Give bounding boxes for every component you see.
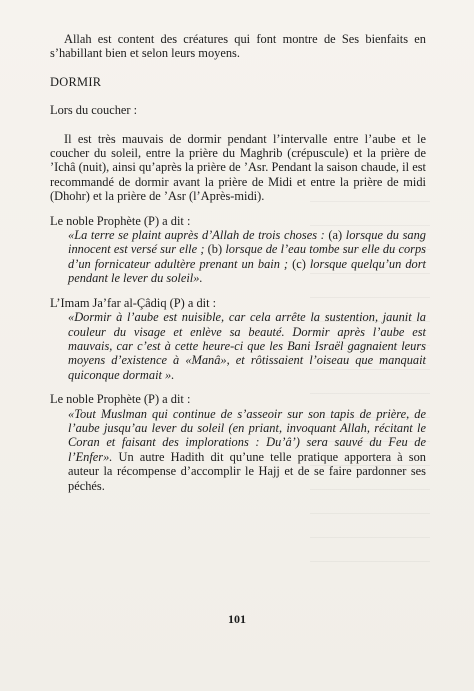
- quote-1-part-2: lorsque du sang innocent est versé sur elle ;: [68, 228, 426, 257]
- quote-3-text: [68, 407, 426, 493]
- quote-1-part-3: lorsque de l’eau tombe sur elle du corps d’un fornicateur adultère prenant un bain ;: [68, 242, 426, 271]
- quote-1-part-4: lorsque quelqu’un dort pendant le lever du soleil».: [68, 256, 426, 286]
- quote-1-mark-c: (c): [292, 256, 306, 271]
- intro-paragraph: Allah est content des créatures qui font montre de Ses bienfaits en s’habillant bien et selon leurs moyens.: [50, 32, 426, 61]
- section-title: DORMIR: [50, 74, 102, 89]
- quote-1-mark-a: (a): [328, 228, 343, 243]
- quote-2-speaker: L’Imam Ja’far al-Çâdiq (P) a dit :: [50, 295, 217, 310]
- quote-1-part-1: «La terre se plaint auprès d’Allah de trois choses :: [68, 228, 329, 243]
- quote-3-commentary: Un autre Hadith dit qu’une telle pratique apportera à son auteur la récompense d’accomplir le Hajj et de se faire pardonner ses péchés.: [68, 449, 426, 493]
- quote-3-speaker: Le noble Prophète (P) a dit :: [50, 392, 191, 407]
- quote-1-speaker: Le noble Prophète (P) a dit :: [50, 213, 191, 228]
- quote-1-mark-b: (b): [207, 242, 223, 257]
- quote-2-text: «Dormir à l’aube est nuisible, car cela arrête la sustention, jaunit la couleur du visage et enlève sa beauté. Dormir après l’aube est mauvais, car c’est à cette heure-ci que les Bani Israël gagnaient leurs moyens d’existence à «Manâ», et rôtissaient l’oiseau que manquait quiconque dormait ».: [68, 310, 426, 382]
- text-block: [50, 32, 426, 493]
- subsection-title: Lors du coucher :: [50, 103, 138, 118]
- page-number: 101: [228, 612, 246, 626]
- quote-3-quoted: «Tout Muslman qui continue de s’asseoir sur son tapis de prière, de l’aube jusqu’au lever du soleil (en priant, invoquant Allah, récitant le Coran et faisant des implorations : Du’â’) sera sauvé du Feu de l’Enfer».: [68, 406, 426, 464]
- paragraph-sleep-times: Il est très mauvais de dormir pendant l’intervalle entre l’aube et le coucher du soleil, entre la prière du Maghrib (crépuscule) et la prière de ’Ichâ (nuit), ainsi qu’après la prière de ’Asr. Pendant la saison chaude, il est recommandé de dormir avant la prière de Midi et entre la prière de midi (Dhohr) et la prière de ’Asr (l’Après-midi).: [50, 131, 426, 204]
- quote-1-text: [68, 228, 426, 286]
